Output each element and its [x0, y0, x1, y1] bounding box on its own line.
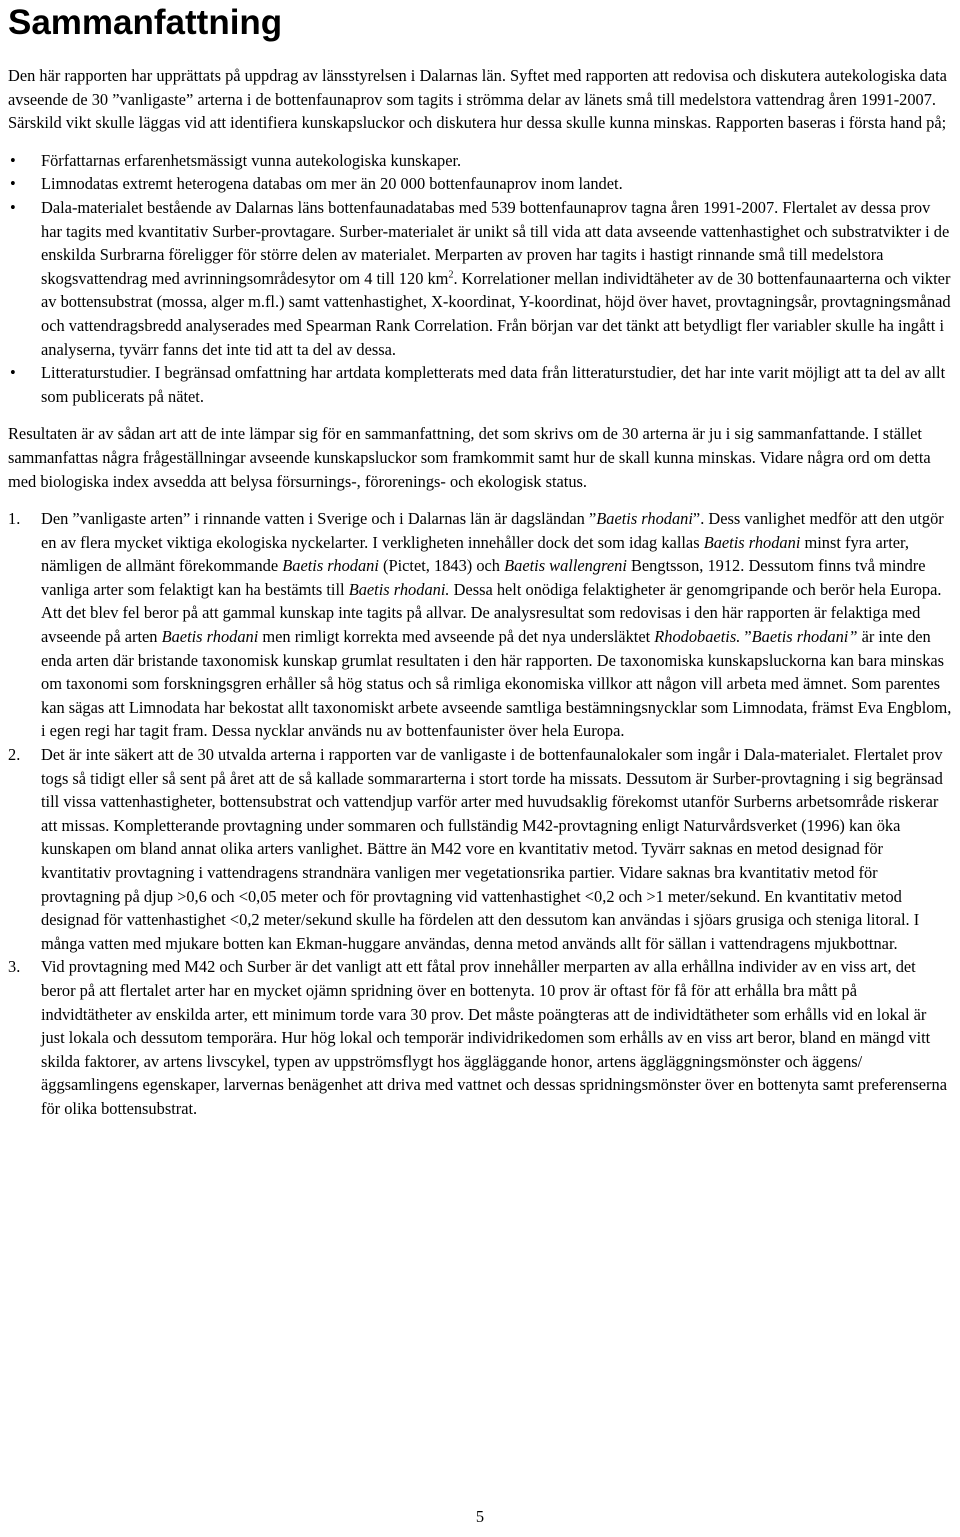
list-item-text: Författarnas erfarenhetsmässigt vunna autekologiska kunskaper.	[41, 150, 462, 170]
list-item	[8, 196, 952, 361]
list-item	[8, 149, 952, 173]
intro-text-tail: Rapporten baseras i första hand på;	[711, 113, 947, 133]
text-run: ”	[740, 627, 752, 647]
species-name: Baetis rhodani	[703, 532, 801, 552]
list-item-text: Limnodatas extremt heterogena databas om mer än 20 000 bottenfaunaprov inom landet.	[41, 174, 623, 194]
bullet-icon: •	[10, 150, 16, 170]
species-name: Baetis rhodani.	[348, 579, 450, 599]
text-run: minst fyra arter, nämligen de allmänt förekommande	[41, 532, 909, 576]
page-title: Sammanfattning	[8, 3, 283, 42]
species-name: Baetis wallengreni	[504, 556, 627, 576]
bullet-icon: •	[10, 197, 16, 217]
intro-paragraph	[8, 64, 952, 135]
text-run: Bengtsson, 1912. Dessutom finns två mindre vanliga arter som felaktigt kan ha bestämts till	[41, 556, 926, 599]
list-item-text: Dala-materialet bestående av Dalarnas läns bottenfaunadatabas med 539 bottenfaunaprov tagna åren 1991-2007. Flertalet av dessa prov har tagits med kvantitativ Surber-provtagare. Surber-materialet är unikt så till vida att data avseende vattenhastighet och substratvikter i de enskilda Surbrarna föreligger för större delen av materialet. Merparten av proven har tagits i hastigt rinnande små till medelstora skogsvattendrag med avrinningsområdesytor om 4 till 120 km	[41, 197, 950, 288]
species-name: Baetis rhodani”	[751, 627, 858, 647]
species-name: Baetis rhodani	[282, 556, 379, 576]
list-item	[8, 361, 952, 408]
numbered-item-3	[8, 955, 952, 1120]
intro-text: Den här rapporten har upprättats på uppdrag av länsstyrelsen i Dalarnas län. Syftet med rapporten att redovisa och diskutera autekologiska data avseende de 30 ”vanligaste” arterna i de bottenfaunaprov som tagits i strömma delar av länets små till medelstora vattendrag åren 1991-2007. Särskild vikt skulle läggas vid att identifiera kunskapsluckor och diskutera hur dessa skulle kunna minskas.	[8, 66, 947, 133]
text-run: Dessa helt onödiga felaktigheter är genomgripande och berör hela Europa. Att det blev fel beror på att gammal kunskap inte tagits på allvar. De analysresultat som redovisas i den här rapporten är felaktiga med avseende på arten	[41, 579, 942, 647]
text-run: är inte den enda arten där bristande taxonomisk kunskap grumlat resultaten i den här rapporten. De taxonomiska kunskapsluckorna kan bara minskas om taxonomi som forskningsgren erhåller så hög status och så rimliga ekonomiska villkor att någon vill arbeta med ämnet. Som parentes kan sägas att Limnodata har bekostat allt taxonomiskt arbete avseende samtliga bestämningsnycklar som Limnodata, främst Eva Engblom, i egen regi har tagit fram. Dessa nycklar används nu av bottenfaunister över hela Europa.	[41, 627, 952, 741]
text-run: (Pictet, 1843) och	[378, 556, 505, 576]
numbered-item-1	[8, 507, 952, 743]
text-run: men rimligt korrekta med avseende på det nya undersläktet	[258, 627, 655, 647]
text-run: Den ”vanligaste arten” i rinnande vatten i Sverige och i Dalarnas län är dagsländan ”	[41, 509, 597, 529]
item-text: Det är inte säkert att de 30 utvalda arterna i rapporten var de vanligaste i de bottenfaunalokaler som ingår i Dala-materialet. Flertalet prov togs så tidigt eller så sent på året att de så kallade sommararterna i stort torde ha missats. Dessutom är Surber-provtagning i sig begränsad till vissa vattenhastigheter, bottensubstrat och vattendjup varför arter med huvudsaklig förekomst utanför Surberns arbetsområde riskerar att missas. Kompletterande provtagning under sommaren och fullständig M42-provtagning enligt Naturvårdsverket (1996) kan öka kunskapen om bland annat olika arters vanlighet. Bättre än M42 vore en kvantitativ metod. Tyvärr saknas en metod designad för kvantitativ provtagning i vattendragens strandnära vanligen mer vegetationsrika partier. Vidare saknas bra kvantitativ metod för provtagning på djup >0,6 och <0,05 meter och för provtagning vid vattenhastighet <0,2 och >1 meter/sekund. En kvantitativ metod designad för vattenhastighet <0,2 meter/sekund skulle ha fördelen att den dessutom kan användas i sjöars grusiga och steniga litoral. I många vatten med mjukare botten kan Ekman-huggare användas, denna metod används allt för sällan i vattendragens mjukbottnar.	[41, 745, 943, 953]
item-text: Vid provtagning med M42 och Surber är det vanligt att ett fåtal prov innehåller merparten av alla erhållna individer av en viss art, det beror på att flertalet arter har en mycket ojämn spridning över en bottenyta. 10 prov är oftast för få för att erhålla bra mått på indvidtätheter av enskilda arter, ett minimum torde vara 30 prov. Det måste poängteras att de individtätheter som erhålls vid en lokal är just lokala och dessutom temporära. Hur hög lokal och temporär individrikedomen som erhålls av en viss art beror, bland en mängd vitt skilda faktorer, av artens livscykel, typen av uppströmsflygt hos äggläggande honor, artens äggläggningsmönster och äggens/äggsamlingens egenskaper, larvernas benägenhet att driva med vattnet och dessas spridningsmönster över en bottenyta samt preferenserna för olika bottensubstrat.	[41, 957, 947, 1118]
item-number: 1.	[8, 509, 21, 529]
list-item-text: Litteraturstudier. I begränsad omfattning har artdata kompletterats med data från litteraturstudier, det har inte varit möjligt att ta del av allt som publicerats på nätet.	[41, 363, 946, 406]
page-number: 5	[475, 1507, 485, 1526]
list-item	[8, 172, 952, 196]
species-name: Baetis rhodani	[161, 627, 259, 647]
bullet-icon: •	[10, 174, 16, 194]
results-paragraph: Resultaten är av sådan art att de inte lämpar sig för en sammanfattning, det som skrivs om de 30 arterna är ju i sig sammanfattande. I stället sammanfattas några frågeställningar avseende kunskapsluckor som framkommit samt hur de skall kunna minskas. Vidare några ord om detta med biologiska index avsedda att belysa försurnings-, förorenings- och ekologisk status.	[8, 424, 931, 491]
species-name: Rhodobaetis.	[654, 627, 741, 647]
bullet-icon: •	[10, 363, 16, 383]
list-item-text-cont: . Korrelationer mellan individtäheter av de 30 bottenfaunaarterna och vikter av bottensubstrat (mossa, alger m.fl.) samt vattenhastighet, X-koordinat, Y-koordinat, höjd över havet, provtagningsår, provtagningsmånad och vattendragsbredd analyserades med Spearman Rank Correlation. Från början var det tänkt att betydligt fler variabler skulle ha ingått i analyserna, tyvärr fanns det inte tid att ta del av dessa.	[41, 268, 951, 359]
item-number: 3.	[8, 957, 21, 977]
superscript: 2	[448, 269, 454, 281]
species-name: Baetis rhodani	[596, 509, 693, 529]
item-number: 2.	[8, 745, 21, 765]
source-list	[8, 149, 952, 409]
numbered-list	[8, 507, 952, 1120]
numbered-item-2	[8, 743, 952, 955]
text-run: ”. Dess vanlighet medför att den utgör en av flera mycket viktiga ekologiska nyckelarter. I verkligheten innehåller dock det som idag kallas	[41, 509, 944, 552]
